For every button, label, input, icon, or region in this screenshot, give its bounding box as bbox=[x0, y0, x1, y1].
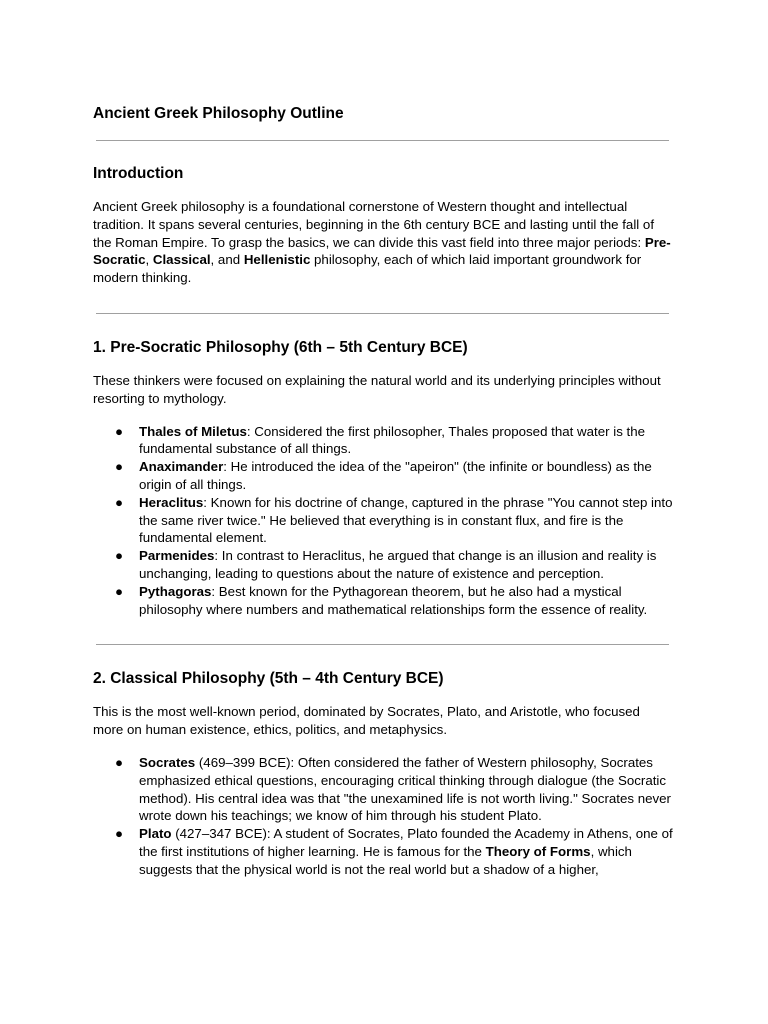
list-item bbox=[93, 754, 673, 825]
list-item bbox=[93, 583, 673, 619]
philosopher-name: Anaximander bbox=[139, 459, 224, 475]
bullet-icon: ● bbox=[115, 494, 124, 510]
divider bbox=[96, 313, 669, 314]
list-item bbox=[93, 825, 673, 878]
classical-heading: 2. Classical Philosophy (5th – 4th Century BCE) bbox=[93, 670, 444, 688]
philosopher-description: : Known for his doctrine of change, captured in the phrase "You cannot step into the same river twice." He believed that everything is in constant flux, and fire is the fundamental element. bbox=[139, 494, 673, 546]
period-pre-socratic: Pre-Socratic bbox=[93, 234, 671, 268]
document-body bbox=[93, 105, 673, 879]
bullet-icon: ● bbox=[115, 548, 124, 564]
introduction-heading: Introduction bbox=[93, 165, 184, 182]
list-item bbox=[93, 547, 673, 583]
document-title: Ancient Greek Philosophy Outline bbox=[93, 105, 344, 122]
intro-sep: , bbox=[145, 252, 153, 268]
period-classical: Classical bbox=[152, 252, 211, 268]
philosopher-description: : Best known for the Pythagorean theorem, but he also had a mystical philosophy where numbers and mathematical relationships form the essence of reality. bbox=[139, 583, 648, 617]
philosopher-description: , which suggests that the physical world is not the real world but a shadow of a higher, bbox=[139, 843, 632, 877]
philosopher-description: (469–399 BCE): Often considered the father of Western philosophy, Socrates emphasized ethical questions, encouraging critical thinking through dialogue (the Socratic method). His central idea was that "the unexamined life is not worth living." Socrates never wrote down his teachings; we know of him through his student Plato. bbox=[139, 754, 671, 824]
bullet-icon: ● bbox=[115, 754, 124, 770]
introduction-paragraph bbox=[93, 198, 673, 287]
pre-socratic-intro: These thinkers were focused on explaining the natural world and its underlying principles without resorting to mythology. bbox=[93, 372, 661, 406]
intro-text: Ancient Greek philosophy is a foundational cornerstone of Western thought and intellectual tradition. It spans several centuries, beginning in the 6th century BCE and lasting until the fall of the Roman Empire. To grasp the basics, we can divide this vast field into three major periods: bbox=[93, 199, 655, 250]
bullet-icon: ● bbox=[115, 583, 124, 599]
pre-socratic-list bbox=[93, 423, 673, 619]
philosopher-name: Thales of Miletus bbox=[139, 423, 247, 439]
period-hellenistic: Hellenistic bbox=[243, 252, 311, 268]
divider bbox=[96, 140, 669, 141]
classical-list bbox=[93, 754, 673, 879]
bullet-icon: ● bbox=[115, 423, 124, 439]
philosopher-description: : Considered the first philosopher, Thales proposed that water is the fundamental substance of all things. bbox=[139, 423, 646, 457]
list-item bbox=[93, 423, 673, 459]
list-item bbox=[93, 458, 673, 494]
philosopher-name: Pythagoras bbox=[139, 583, 212, 599]
bullet-icon: ● bbox=[115, 826, 124, 842]
classical-intro: This is the most well-known period, dominated by Socrates, Plato, and Aristotle, who focused more on human existence, ethics, politics, and metaphysics. bbox=[93, 704, 640, 738]
intro-text: philosophy, each of which laid important groundwork for modern thinking. bbox=[93, 252, 642, 286]
philosopher-description: : In contrast to Heraclitus, he argued that change is an illusion and reality is unchanging, leading to questions about the nature of existence and perception. bbox=[139, 548, 657, 581]
pre-socratic-heading: 1. Pre-Socratic Philosophy (6th – 5th Century BCE) bbox=[93, 338, 468, 356]
list-item bbox=[93, 494, 673, 547]
philosopher-name: Socrates bbox=[139, 754, 196, 770]
philosopher-name: Parmenides bbox=[139, 548, 215, 564]
intro-sep: , and bbox=[210, 252, 244, 268]
philosopher-description: : He introduced the idea of the "apeiron" (the infinite or boundless) as the origin of all things. bbox=[139, 459, 652, 492]
bullet-icon: ● bbox=[115, 459, 124, 475]
divider bbox=[96, 644, 669, 645]
philosopher-name: Heraclitus bbox=[139, 494, 204, 510]
philosopher-description: (427–347 BCE): A student of Socrates, Plato founded the Academy in Athens, one of the first institutions of higher learning. He is famous for the bbox=[139, 826, 673, 859]
theory-of-forms: Theory of Forms bbox=[485, 843, 591, 859]
philosopher-name: Plato bbox=[139, 826, 172, 842]
